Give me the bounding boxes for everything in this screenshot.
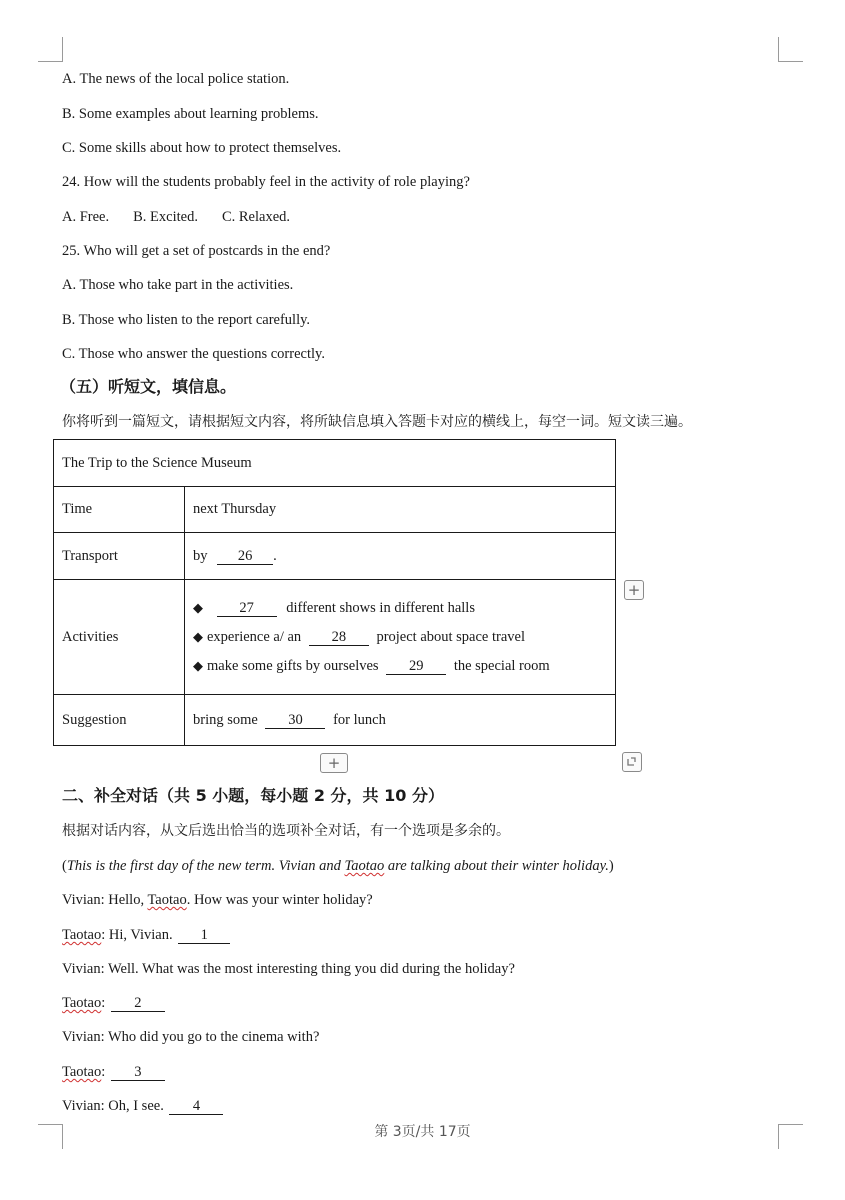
table-row-transport <box>54 533 616 580</box>
q23-option-b: B. Some examples about learning problems. <box>62 106 319 122</box>
context-open-paren: ( <box>62 858 67 874</box>
table-row-time <box>54 487 616 533</box>
transport-label: Transport <box>54 533 185 580</box>
q25-question: 25. Who will get a set of postcards in the end? <box>62 243 331 259</box>
activity-2-suffix: project about space travel <box>376 628 525 645</box>
page-corner-mark-top-right <box>778 37 803 62</box>
blank-26: 26 <box>217 548 273 565</box>
q24-question: 24. How will the students probably feel in the activity of role playing? <box>62 174 470 190</box>
page-corner-mark-top-left <box>38 37 63 62</box>
dialogue-line-6 <box>62 1063 165 1081</box>
info-table <box>53 439 616 746</box>
table-row-title <box>54 440 616 487</box>
transport-suffix: . <box>273 547 277 564</box>
q24-options <box>62 208 290 226</box>
section5-instruction: 你将听到一篇短文，请根据短文内容，将所缺信息填入答题卡对应的横线上，每空一词。短文读三遍。 <box>62 414 692 430</box>
dialogue-line-7 <box>62 1097 223 1115</box>
section2-instruction: 根据对话内容，从文后选出恰当的选项补全对话，有一个选项是多余的。 <box>62 823 510 839</box>
time-label: Time <box>54 487 185 533</box>
q25-option-a: A. Those who take part in the activities. <box>62 277 294 293</box>
blank-3: 3 <box>111 1064 165 1081</box>
suggestion-prefix: bring some <box>193 711 258 728</box>
dialogue-line-5 <box>62 1028 319 1046</box>
add-row-button[interactable]: + <box>320 753 348 773</box>
blank-4: 4 <box>169 1098 223 1115</box>
speaker-taotao: Taotao <box>62 1064 102 1080</box>
context-name: Taotao <box>344 858 385 874</box>
q24-option-a: A. Free. <box>62 209 110 225</box>
activities-label: Activities <box>54 580 185 695</box>
activity-1-text: different shows in different halls <box>286 599 475 616</box>
diamond-bullet-icon: ◆ <box>193 629 203 645</box>
activity-3-suffix: the special room <box>453 657 550 674</box>
table-title-cell: The Trip to the Science Museum <box>54 440 616 487</box>
speaker-vivian: Vivian: <box>62 892 105 908</box>
line-7-text: Oh, I see. <box>104 1098 164 1114</box>
add-column-button[interactable]: + <box>624 580 644 600</box>
context-close-paren: ) <box>608 858 614 874</box>
blank-2: 2 <box>111 995 165 1012</box>
dialogue-line-4 <box>62 994 165 1012</box>
line-5-text: Who did you go to the cinema with? <box>104 1029 320 1045</box>
speaker-vivian: Vivian: <box>62 961 105 977</box>
suggestion-label: Suggestion <box>54 695 185 746</box>
table-row-suggestion <box>54 695 616 746</box>
section2-heading: 二、补全对话（共 5 小题，每小题 2 分，共 10 分） <box>62 786 444 805</box>
table-resize-handle[interactable] <box>622 752 642 772</box>
activity-item-3 <box>193 657 607 682</box>
speaker-taotao: Taotao <box>62 995 102 1011</box>
time-value: next Thursday <box>185 487 616 533</box>
speaker-vivian: Vivian: <box>62 1029 105 1045</box>
q24-option-b: B. Excited. <box>133 209 198 225</box>
diamond-bullet-icon: ◆ <box>193 658 203 674</box>
blank-30: 30 <box>265 712 325 729</box>
q25-option-b: B. Those who listen to the report carefully. <box>62 312 311 328</box>
activity-3-prefix: make some gifts by ourselves <box>207 657 379 674</box>
speaker-vivian: Vivian: <box>62 1098 105 1114</box>
activity-item-1 <box>193 593 607 628</box>
blank-27: 27 <box>217 600 277 617</box>
suggestion-value <box>185 695 616 746</box>
page-number-footer: 第 3页/共 17页 <box>374 1124 471 1140</box>
activity-item-2 <box>193 628 607 657</box>
suggestion-suffix: for lunch <box>333 711 386 728</box>
table-row-activities <box>54 580 616 695</box>
resize-icon <box>623 753 641 771</box>
context-text-1: This is the first day of the new term. Vivian and <box>66 858 345 874</box>
q24-option-c: C. Relaxed. <box>221 209 291 225</box>
dialogue-line-2 <box>62 926 230 944</box>
line-6-text: : <box>101 1064 106 1080</box>
blank-1: 1 <box>178 927 230 944</box>
diamond-bullet-icon: ◆ <box>193 600 203 616</box>
transport-prefix: by <box>193 547 208 564</box>
activities-cell <box>185 580 616 695</box>
q23-option-a: A. The news of the local police station. <box>62 71 290 87</box>
context-text-2: are talking about their winter holiday. <box>384 858 609 874</box>
q23-option-c: C. Some skills about how to protect themselves. <box>62 140 342 156</box>
dialogue-line-3 <box>62 960 515 978</box>
section5-heading: （五）听短文，填信息。 <box>60 377 237 396</box>
line-3-text: Well. What was the most interesting thing you did during the holiday? <box>104 961 515 977</box>
q25-option-c: C. Those who answer the questions correctly. <box>62 346 325 362</box>
activity-2-prefix: experience a/ an <box>207 628 302 645</box>
blank-29: 29 <box>386 658 446 675</box>
line-4-text: : <box>101 995 106 1011</box>
speaker-taotao: Taotao <box>62 927 102 943</box>
line-1-name: Taotao <box>147 892 187 908</box>
line-2-text: : Hi, Vivian. <box>101 927 173 943</box>
dialogue-line-1 <box>62 891 373 909</box>
blank-28: 28 <box>309 629 369 646</box>
transport-value <box>185 533 616 580</box>
line-1-text-a: Hello, <box>104 892 148 908</box>
line-1-text-b: . How was your winter holiday? <box>186 892 373 908</box>
dialogue-context <box>62 857 614 875</box>
